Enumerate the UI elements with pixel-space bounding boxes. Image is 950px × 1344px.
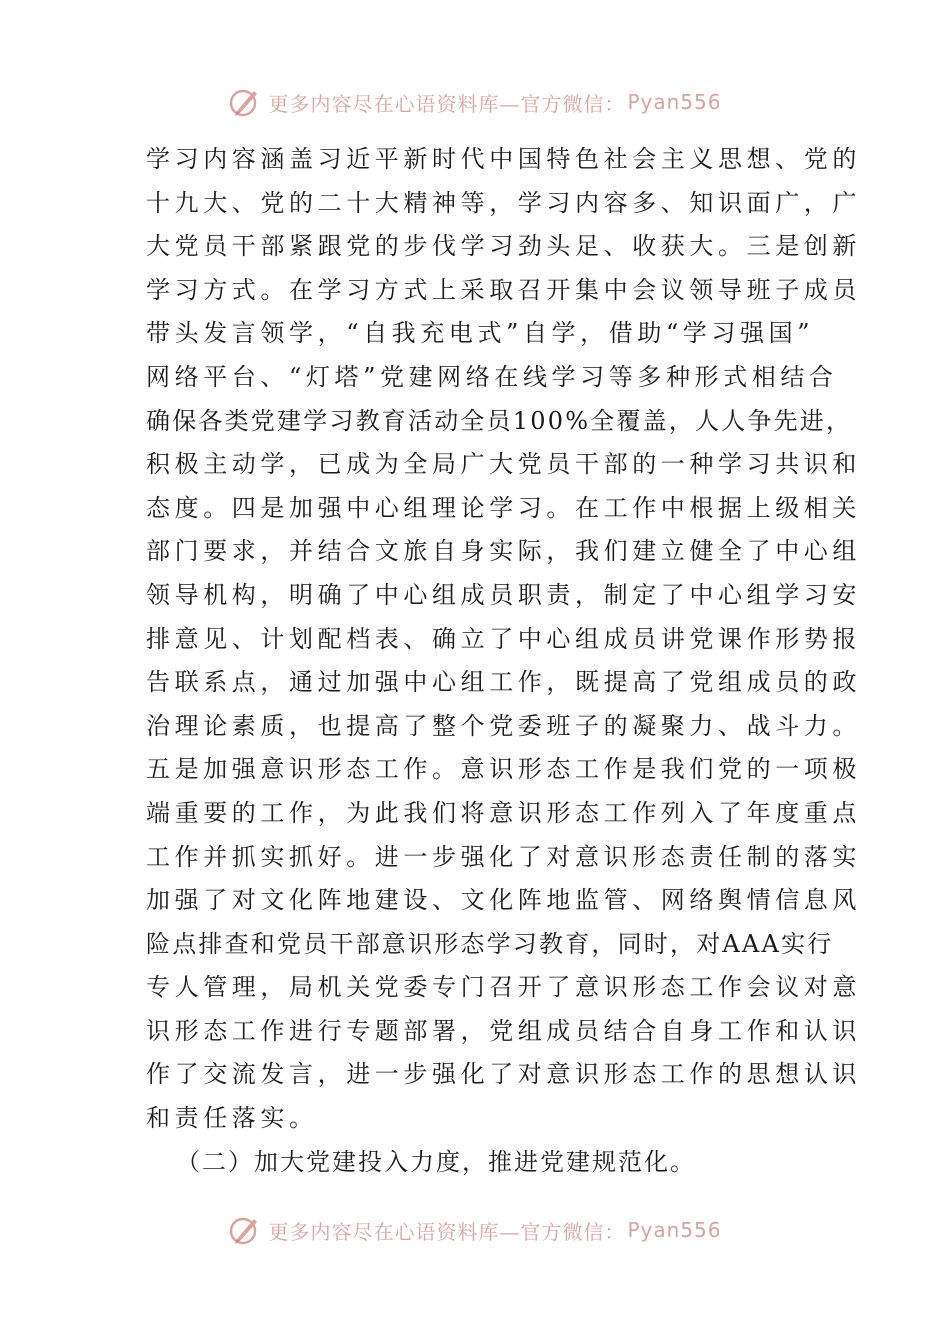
body-line: 专人管理，局机关党委专门召开了意识形态工作会议对意 [146,973,861,1002]
watermark-text: 更多内容尽在心语资料库—官方微信： [268,91,626,116]
body-line: 学习内容涵盖习近平新时代中国特色社会主义思想、党的 [146,145,861,173]
body-line: 险点排查和党员干部意识形态学习教育，同时，对AAA实行 [146,929,834,958]
watermark-text: 更多内容尽在心语资料库—官方微信： [268,1219,626,1244]
body-line: 学习方式。在学习方式上采取召开集中会议领导班子成员 [146,275,861,304]
document-body [146,138,861,1184]
watermark-wechat-id: Pyan556 [627,1218,722,1242]
body-line: 工作并抓实抓好。进一步强化了对意识形态责任制的落实 [146,842,861,871]
body-line: 端重要的工作，为此我们将意识形态工作列入了年度重点 [146,798,861,827]
body-line: 部门要求，并结合文旅自身实际，我们建立健全了中心组 [146,537,861,566]
body-line: 告联系点，通过加强中心组工作，既提高了党组成员的政 [146,668,861,697]
body-line: 识形态工作进行专题部署，党组成员结合自身工作和认识 [146,1016,861,1045]
watermark-wechat-id: Pyan556 [627,90,722,114]
body-line: 和责任落实。 [146,1104,318,1133]
body-line: 五是加强意识形态工作。意识形态工作是我们党的一项极 [146,755,861,784]
body-line: 排意见、计划配档表、确立了中心组成员讲党课作形势报 [146,624,861,653]
section-heading: （二）加大党建投入力度，推进党建规范化。 [176,1147,696,1176]
body-line: 带头发言领学，“自我充电式”自学，借助“学习强国” [146,319,815,348]
body-line: 领导机构，明确了中心组成员职责，制定了中心组学习安 [146,580,861,609]
body-line: 积极主动学，已成为全局广大党员干部的一种学习共识和 [146,450,861,479]
watermark-header [0,82,950,122]
body-line: 大党员干部紧跟党的步伐学习劲头足、收获大。三是创新 [146,232,861,261]
pen-logo-icon [228,1213,262,1247]
pen-logo-icon [228,85,262,119]
body-line: 十九大、党的二十大精神等，学习内容多、知识面广，广 [146,188,861,217]
body-line: 态度。四是加强中心组理论学习。在工作中根据上级相关 [146,493,861,522]
body-line: 作了交流发言，进一步强化了对意识形态工作的思想认识 [146,1060,861,1089]
watermark-footer [0,1210,950,1250]
body-line: 加强了对文化阵地建设、文化阵地监管、网络舆情信息风 [146,886,861,915]
body-line: 确保各类党建学习教育活动全员100%全覆盖，人人争先进， [146,406,853,435]
body-line: 治理论素质，也提高了整个党委班子的凝聚力、战斗力。 [146,711,861,740]
body-line: 网络平台、“灯塔”党建网络在线学习等多种形式相结合 [146,362,838,391]
